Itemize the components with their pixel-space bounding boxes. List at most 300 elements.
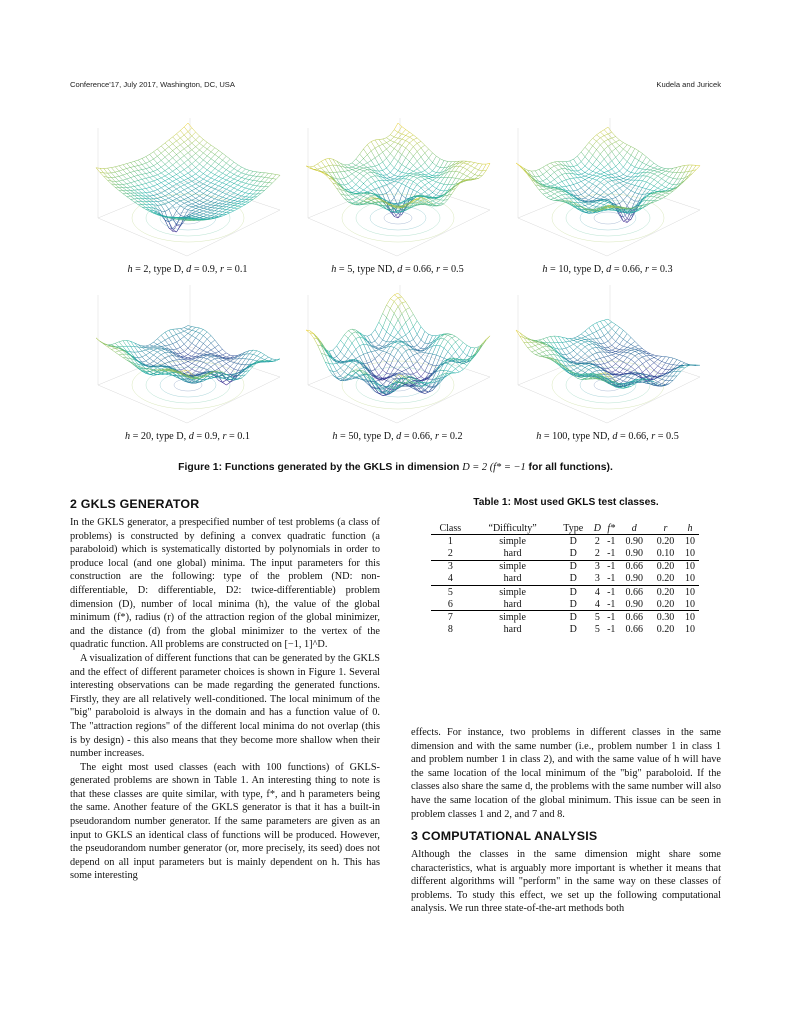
wire-segment <box>223 170 227 173</box>
wire-segment <box>566 179 570 180</box>
wire-segment <box>111 349 115 352</box>
wire-segment <box>410 176 414 179</box>
wire-segment <box>192 360 196 363</box>
wire-segment <box>246 183 250 184</box>
wire-segment <box>413 156 417 161</box>
wire-segment <box>127 196 131 199</box>
wire-segment <box>203 359 207 363</box>
wire-segment <box>161 340 165 342</box>
wire-segment <box>123 188 127 191</box>
wire-segment <box>196 189 200 192</box>
wire-segment <box>188 204 192 205</box>
wire-segment <box>230 208 234 210</box>
wire-segment <box>344 372 348 375</box>
wire-segment <box>165 150 169 154</box>
wire-segment <box>371 177 375 182</box>
wire-segment <box>246 193 250 194</box>
wire-segment <box>253 176 257 180</box>
wire-segment <box>188 200 192 202</box>
wire-segment <box>375 181 379 182</box>
wire-segment <box>348 170 352 171</box>
wire-segment <box>207 339 211 343</box>
wire-segment <box>207 210 211 212</box>
wire-segment <box>558 177 562 182</box>
wire-segment <box>184 188 188 190</box>
wire-segment <box>654 197 658 198</box>
wire-segment <box>165 154 169 157</box>
wire-segment <box>196 153 200 156</box>
wire-segment <box>173 134 177 137</box>
wire-segment <box>539 169 543 174</box>
wire-segment <box>192 140 196 143</box>
wire-segment <box>111 172 115 173</box>
wire-segment <box>165 147 169 150</box>
wire-segment <box>234 198 238 200</box>
wire-segment <box>180 352 184 354</box>
wire-segment <box>276 175 280 179</box>
wire-segment <box>134 176 138 180</box>
wire-segment <box>226 202 230 204</box>
wire-segment <box>650 171 654 173</box>
wire-segment <box>203 352 207 354</box>
wire-segment <box>265 355 269 357</box>
wire-segment <box>230 186 234 188</box>
wire-segment <box>134 182 138 186</box>
wire-segment <box>188 202 192 204</box>
wire-segment <box>581 177 585 179</box>
wire-segment <box>627 199 631 206</box>
wire-segment <box>620 153 624 158</box>
wire-segment <box>150 191 154 192</box>
wire-segment <box>620 186 624 188</box>
wire-segment <box>566 161 570 162</box>
wire-segment <box>440 178 444 184</box>
contour-line <box>594 212 622 224</box>
wire-segment <box>196 147 200 150</box>
wire-segment <box>249 170 253 171</box>
wire-segment <box>554 190 558 192</box>
wire-segment <box>597 174 601 176</box>
wire-segment <box>200 210 204 211</box>
wire-segment <box>669 178 673 183</box>
wire-segment <box>177 159 181 162</box>
wire-segment <box>318 168 322 169</box>
wire-segment <box>200 136 204 139</box>
wire-segment <box>593 176 597 179</box>
wire-segment <box>348 181 352 184</box>
wire-segment <box>211 189 215 192</box>
wire-segment <box>608 186 612 189</box>
wire-segment <box>150 196 154 199</box>
wire-segment <box>589 171 593 174</box>
wire-segment <box>631 158 635 165</box>
wire-segment <box>650 163 654 166</box>
wire-segment <box>616 171 620 173</box>
wire-segment <box>230 202 234 203</box>
wire-segment <box>215 164 219 168</box>
wire-segment <box>173 151 177 155</box>
wire-segment <box>142 170 146 174</box>
wire-segment <box>650 168 654 170</box>
wire-segment <box>364 190 368 192</box>
wire-segment <box>242 200 246 202</box>
wire-segment <box>589 161 593 165</box>
wire-segment <box>246 179 250 180</box>
wire-segment <box>203 176 207 179</box>
wire-segment <box>639 181 643 187</box>
wire-segment <box>364 168 368 170</box>
wire-segment <box>234 201 238 203</box>
wire-segment <box>631 173 635 174</box>
wire-segment <box>612 191 616 193</box>
wire-segment <box>211 208 215 210</box>
wire-segment <box>348 163 352 165</box>
wire-segment <box>192 330 196 331</box>
wire-segment <box>234 190 238 193</box>
wire-segment <box>219 361 223 362</box>
wire-segment <box>265 183 269 187</box>
wire-segment <box>597 180 601 182</box>
wire-segment <box>593 168 597 172</box>
wire-segment <box>242 182 246 183</box>
wire-segment <box>238 165 242 167</box>
wire-segment <box>211 348 215 350</box>
wire-segment <box>161 188 165 191</box>
wire-segment <box>142 196 146 199</box>
wire-segment <box>169 151 173 154</box>
wire-segment <box>142 357 146 361</box>
wire-segment <box>123 165 127 169</box>
wire-segment <box>325 159 329 165</box>
wire-segment <box>589 202 593 204</box>
wire-segment <box>593 184 597 186</box>
wire-segment <box>623 174 627 176</box>
wire-segment <box>444 177 448 184</box>
wire-segment <box>272 175 276 179</box>
wire-segment <box>574 178 578 183</box>
wire-segment <box>154 159 158 163</box>
wire-segment <box>127 163 131 164</box>
wire-segment <box>196 201 200 203</box>
wire-segment <box>188 351 192 355</box>
wire-segment <box>196 331 200 333</box>
wire-segment <box>367 172 371 173</box>
wire-segment <box>379 144 383 146</box>
wire-segment <box>616 166 620 171</box>
wire-segment <box>383 152 387 158</box>
wire-segment <box>364 149 368 155</box>
wire-segment <box>666 177 670 181</box>
wire-segment <box>547 168 551 171</box>
wire-segment <box>413 171 417 173</box>
wire-segment <box>238 181 242 182</box>
wire-segment <box>207 357 211 359</box>
wire-segment <box>196 211 200 212</box>
wire-segment <box>234 206 238 208</box>
wire-segment <box>196 210 200 212</box>
wire-segment <box>154 186 158 190</box>
wire-segment <box>173 211 177 218</box>
wire-segment <box>154 348 158 349</box>
wire-segment <box>223 209 227 210</box>
wire-segment <box>219 150 223 153</box>
wire-segment <box>211 359 215 361</box>
wire-segment <box>200 196 204 198</box>
wire-segment <box>394 142 398 143</box>
wire-segment <box>402 195 406 198</box>
wire-segment <box>620 177 624 179</box>
wire-segment <box>646 160 650 165</box>
wire-segment <box>180 369 184 370</box>
wire-segment <box>387 146 391 149</box>
wire-segment <box>654 182 658 186</box>
wire-segment <box>421 181 425 185</box>
wire-segment <box>593 173 597 175</box>
wire-segment <box>215 157 219 161</box>
wire-segment <box>410 169 414 171</box>
wire-segment <box>650 177 654 179</box>
wire-segment <box>134 186 138 189</box>
wire-segment <box>203 149 207 153</box>
wire-segment <box>577 171 581 174</box>
wire-segment <box>616 157 620 162</box>
wire-segment <box>589 179 593 182</box>
wire-segment <box>669 172 673 177</box>
wire-segment <box>421 177 425 180</box>
wire-segment <box>417 138 421 141</box>
wire-segment <box>192 369 196 371</box>
wire-segment <box>223 192 227 194</box>
wire-segment <box>616 183 620 184</box>
wire-segment <box>551 176 555 180</box>
wire-segment <box>150 181 154 182</box>
wire-segment <box>406 132 410 135</box>
wire-segment <box>421 163 425 167</box>
wire-segment <box>558 165 562 169</box>
wire-segment <box>261 177 265 181</box>
wire-segment <box>230 367 234 369</box>
wire-segment <box>196 328 200 331</box>
wire-segment <box>685 165 689 172</box>
wire-segment <box>188 191 192 193</box>
wire-segment <box>192 338 196 343</box>
wire-segment <box>138 180 142 184</box>
wire-segment <box>211 162 215 166</box>
wire-segment <box>177 197 181 199</box>
wire-segment <box>261 355 265 358</box>
wire-segment <box>696 166 700 170</box>
wire-segment <box>433 193 437 195</box>
wire-segment <box>604 139 608 141</box>
wire-segment <box>577 152 581 156</box>
wire-segment <box>123 194 127 197</box>
wire-segment <box>623 158 627 162</box>
wire-segment <box>223 360 227 361</box>
wire-segment <box>223 361 227 364</box>
wire-segment <box>127 167 131 168</box>
wire-segment <box>364 155 368 159</box>
wire-segment <box>623 186 627 189</box>
wire-segment <box>157 347 161 348</box>
wire-segment <box>207 170 211 172</box>
wire-segment <box>207 190 211 192</box>
wire-segment <box>650 166 654 168</box>
wire-segment <box>215 203 219 204</box>
wire-segment <box>654 186 658 188</box>
wire-segment <box>367 163 371 167</box>
wire-segment <box>180 344 184 347</box>
wire-segment <box>131 186 135 187</box>
wire-segment <box>161 186 165 188</box>
wire-segment <box>131 190 135 193</box>
wire-segment <box>177 162 181 166</box>
wire-segment <box>375 158 379 165</box>
wire-segment <box>623 143 627 145</box>
wire-segment <box>410 182 414 188</box>
wire-segment <box>154 344 158 346</box>
wire-segment <box>371 160 375 166</box>
wire-segment <box>196 193 200 196</box>
wire-segment <box>219 183 223 186</box>
wire-segment <box>238 204 242 206</box>
wire-segment <box>265 177 269 178</box>
wire-segment <box>173 174 177 176</box>
wire-segment <box>200 329 204 333</box>
wire-segment <box>662 175 666 178</box>
wire-segment <box>436 203 440 204</box>
wire-segment <box>387 172 391 174</box>
wire-segment <box>551 163 555 166</box>
wire-segment <box>196 204 200 205</box>
wire-segment <box>215 211 219 212</box>
wire-segment <box>127 174 131 178</box>
wire-segment <box>115 167 119 171</box>
wire-segment <box>211 202 215 203</box>
wire-segment <box>421 148 425 153</box>
wire-segment <box>230 197 234 199</box>
wire-segment <box>134 175 138 176</box>
wire-segment <box>169 147 173 151</box>
wire-segment <box>577 181 581 183</box>
wire-segment <box>207 216 211 218</box>
wire-segment <box>173 220 177 224</box>
wire-segment <box>467 176 471 178</box>
wire-segment <box>593 191 597 193</box>
wire-segment <box>180 328 184 329</box>
wire-segment <box>631 149 635 156</box>
wire-segment <box>387 178 391 180</box>
wire-segment <box>356 165 360 166</box>
wire-segment <box>333 346 337 350</box>
wire-segment <box>623 196 627 201</box>
wire-segment <box>375 165 379 166</box>
wire-segment <box>154 180 158 181</box>
wire-segment <box>207 347 211 350</box>
wire-segment <box>196 207 200 208</box>
wire-segment <box>620 188 624 192</box>
wire-segment <box>433 156 437 162</box>
wire-segment <box>364 145 368 149</box>
wire-segment <box>111 168 115 173</box>
wire-segment <box>192 198 196 200</box>
wire-segment <box>157 198 161 201</box>
wire-segment <box>356 180 360 184</box>
wire-segment <box>207 176 211 178</box>
wire-segment <box>390 178 394 179</box>
wire-segment <box>165 140 169 143</box>
wire-segment <box>223 173 227 175</box>
wire-segment <box>375 182 379 188</box>
wire-segment <box>234 378 238 379</box>
wire-segment <box>200 336 204 341</box>
wire-segment <box>203 190 207 193</box>
wire-segment <box>352 199 356 202</box>
wire-segment <box>253 185 257 186</box>
wire-segment <box>169 206 173 210</box>
wire-segment <box>223 160 227 163</box>
wire-segment <box>402 167 406 172</box>
wire-segment <box>188 183 192 186</box>
wire-segment <box>246 175 250 179</box>
wire-segment <box>238 359 242 364</box>
wire-segment <box>585 192 589 195</box>
wire-segment <box>360 154 364 158</box>
wire-segment <box>475 170 479 175</box>
wire-segment <box>157 183 161 185</box>
wire-segment <box>612 138 616 142</box>
wire-segment <box>219 167 223 171</box>
wire-segment <box>337 340 341 346</box>
wire-segment <box>123 184 127 185</box>
wire-segment <box>211 192 215 194</box>
wire-segment <box>253 356 257 360</box>
wire-segment <box>371 176 375 177</box>
wire-segment <box>406 176 410 179</box>
wire-segment <box>173 199 177 201</box>
wire-segment <box>169 356 173 360</box>
wire-segment <box>226 361 230 363</box>
wire-segment <box>154 339 158 342</box>
wire-segment <box>146 350 150 352</box>
wire-segment <box>604 155 608 159</box>
wire-segment <box>604 192 608 195</box>
wire-segment <box>406 143 410 148</box>
wire-segment <box>650 170 654 171</box>
wire-segment <box>394 158 398 162</box>
wire-segment <box>662 173 666 175</box>
wire-segment <box>169 177 173 179</box>
wire-segment <box>211 183 215 185</box>
wire-segment <box>543 193 547 194</box>
wire-segment <box>666 171 670 172</box>
wire-segment <box>643 176 647 181</box>
wire-segment <box>375 148 379 155</box>
wire-segment <box>666 187 670 188</box>
wire-segment <box>360 188 364 190</box>
wire-segment <box>234 364 238 369</box>
wire-segment <box>394 132 398 137</box>
wire-segment <box>574 184 578 189</box>
wire-segment <box>444 161 448 162</box>
wire-segment <box>604 203 608 205</box>
wire-segment <box>597 173 601 174</box>
wire-segment <box>604 195 608 197</box>
wire-segment <box>547 176 551 179</box>
wire-segment <box>230 191 234 193</box>
wire-segment <box>215 150 219 154</box>
wire-segment <box>192 203 196 204</box>
wire-segment <box>226 159 230 163</box>
